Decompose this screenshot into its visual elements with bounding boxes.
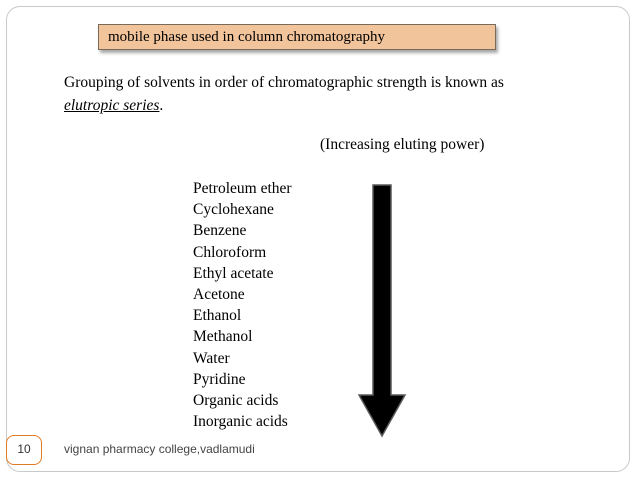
solvent-item: Inorganic acids [193,413,288,431]
solvent-item: Petroleum ether [193,180,292,197]
solvent-item: Methanol [193,328,253,346]
solvent-item: Ethanol [193,307,242,325]
down-arrow-icon [356,183,408,438]
page-number-badge: 10 [6,435,42,465]
solvent-item: Acetone [193,286,245,304]
intro-period: . [159,97,164,114]
solvent-item: Organic acids [193,392,279,410]
solvent-item: Water [193,349,230,367]
solvent-item: Cyclohexane [193,201,274,219]
solvent-item: Chloroform [193,243,267,261]
elutropic-series-term: elutropic series [64,97,160,114]
solvent-item: Ethyl acetate [193,264,274,282]
solvent-item: Benzene [193,222,247,240]
intro-paragraph [64,71,604,117]
solvent-list [193,178,292,432]
intro-text: Grouping of solvents in order of chromatographic strength is known as [64,74,504,91]
slide-title: mobile phase used in column chromatography [98,24,496,50]
solvent-item: Pyridine [193,370,246,388]
footer-text: vignan pharmacy college,vadlamudi [64,442,255,456]
eluting-power-caption: (Increasing eluting power) [320,136,485,153]
